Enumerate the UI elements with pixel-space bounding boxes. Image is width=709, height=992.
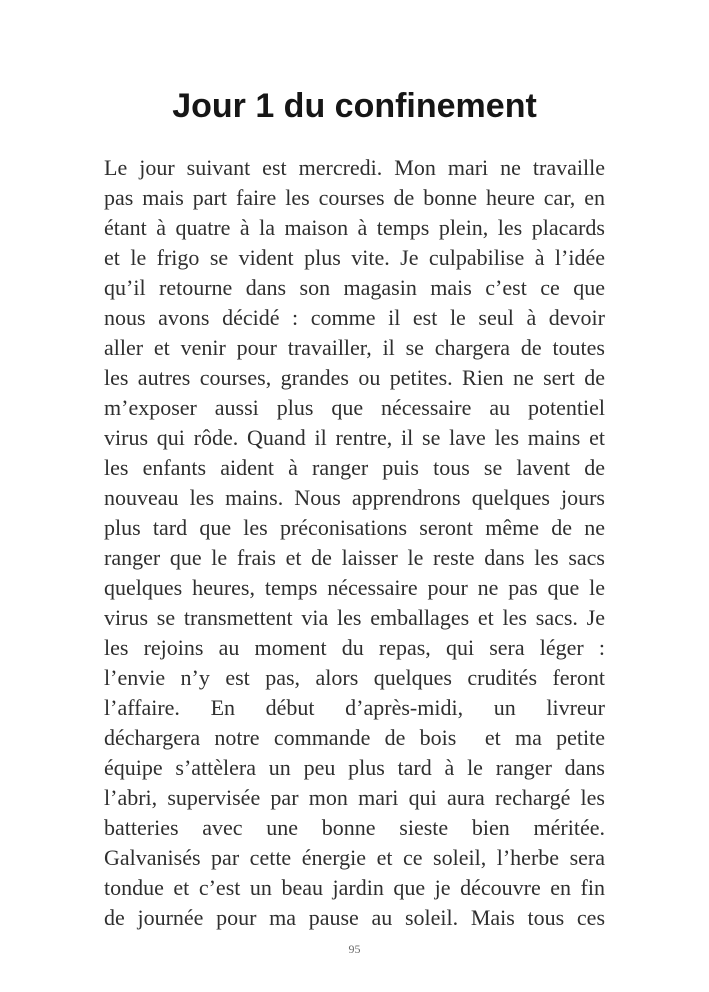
body-line: et le frigo se vident plus vite. Je culpabilise à l’idée xyxy=(104,245,605,270)
body-line: quelques heures, temps nécessaire pour ne pas que le xyxy=(104,575,605,600)
body-line: équipe s’attèlera un peu plus tard à le ranger dans xyxy=(104,755,605,780)
body-line: étant à quatre à la maison à temps plein, les placards xyxy=(104,215,605,240)
page-number: 95 xyxy=(348,942,361,956)
body-line: les rejoins au moment du repas, qui sera léger : xyxy=(104,635,605,660)
body-text xyxy=(104,153,605,933)
body-line: nous avons décidé : comme il est le seul à devoir xyxy=(104,305,605,330)
body-line: les enfants aident à ranger puis tous se lavent de xyxy=(104,455,605,480)
body-line: plus tard que les préconisations seront même de ne xyxy=(104,515,605,540)
body-line: pas mais part faire les courses de bonne heure car, en xyxy=(104,185,605,210)
body-line: aller et venir pour travailler, il se chargera de toutes xyxy=(104,335,605,360)
body-line: virus qui rôde. Quand il rentre, il se lave les mains et xyxy=(104,425,605,450)
body-line: tondue et c’est un beau jardin que je découvre en fin xyxy=(104,875,605,900)
body-line: de journée pour ma pause au soleil. Mais tous ces xyxy=(104,905,605,930)
body-line: déchargera notre commande de bois et ma petite xyxy=(104,725,605,750)
body-line: virus se transmettent via les emballages et les sacs. Je xyxy=(104,605,605,630)
body-line: l’abri, supervisée par mon mari qui aura rechargé les xyxy=(104,785,605,810)
body-line: Galvanisés par cette énergie et ce soleil, l’herbe sera xyxy=(104,845,605,870)
body-line: m’exposer aussi plus que nécessaire au potentiel xyxy=(104,395,605,420)
body-line: les autres courses, grandes ou petites. Rien ne sert de xyxy=(104,365,605,390)
body-line: batteries avec une bonne sieste bien méritée. xyxy=(104,815,605,840)
chapter-title: Jour 1 du confinement xyxy=(172,87,537,125)
body-line: l’affaire. En début d’après-midi, un livreur xyxy=(104,695,605,720)
body-line: ranger que le frais et de laisser le reste dans les sacs xyxy=(104,545,605,570)
body-line: Le jour suivant est mercredi. Mon mari ne travaille xyxy=(104,155,605,180)
body-line: qu’il retourne dans son magasin mais c’est ce que xyxy=(104,275,605,300)
body-line: l’envie n’y est pas, alors quelques crudités feront xyxy=(104,665,605,690)
page-footer xyxy=(0,940,709,958)
body-line: nouveau les mains. Nous apprendrons quelques jours xyxy=(104,485,605,510)
